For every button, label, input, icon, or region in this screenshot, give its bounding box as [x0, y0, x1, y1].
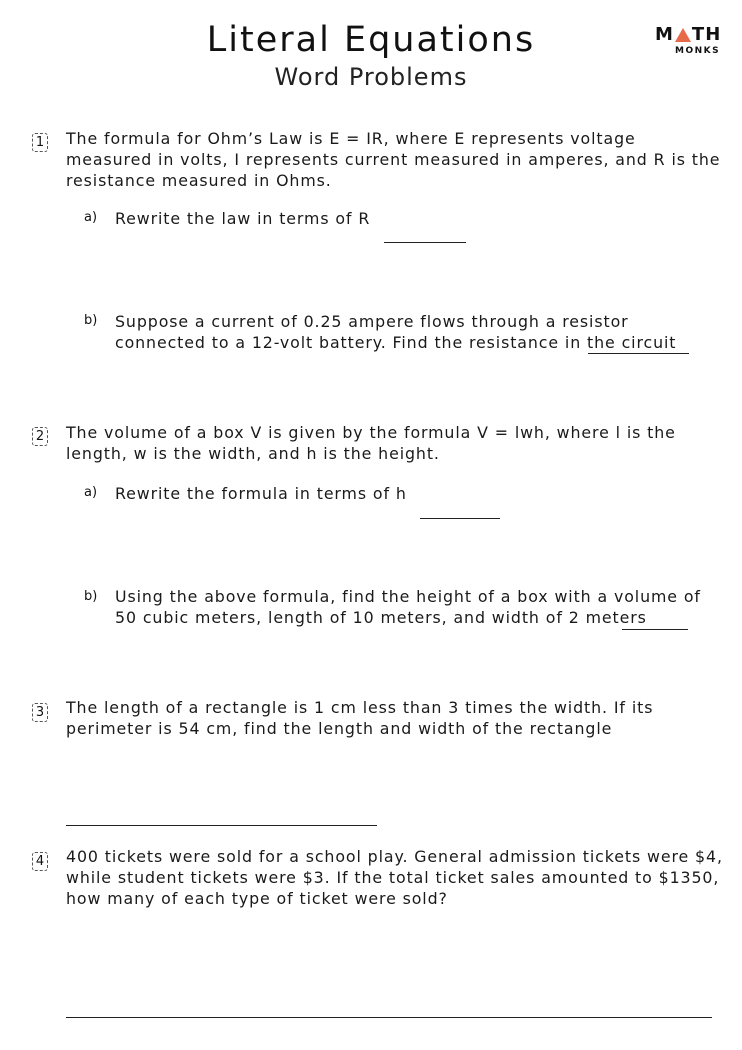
answer-line[interactable] — [622, 629, 688, 630]
answer-line[interactable] — [66, 825, 377, 826]
question-1-part-a-text: Rewrite the law in terms of R — [115, 209, 371, 228]
page-subtitle: Word Problems — [274, 63, 468, 91]
question-number-badge: 1 — [32, 133, 48, 152]
question-number-badge: 3 — [32, 703, 48, 722]
logo-text-th: TH — [691, 24, 722, 45]
question-3-text: The length of a rectangle is 1 cm less than 3 times the width. If its perimeter is 54 cm, find the length and width of the rectangle — [66, 698, 654, 738]
question-2-part-a-text: Rewrite the formula in terms of h — [115, 484, 407, 503]
question-number-badge: 4 — [32, 852, 48, 871]
answer-line[interactable] — [384, 242, 466, 243]
logo-triangle-icon — [675, 28, 691, 42]
question-1-part-a-label: a) — [84, 210, 98, 225]
question-1-part-b-text: Suppose a current of 0.25 ampere flows through a resistor connected to a 12-volt battery. Find the resistance in the circuit — [115, 312, 677, 352]
question-1-text: The formula for Ohm’s Law is E = IR, where E represents voltage measured in volts, I represents current measured in amperes, and R is the resistance measured in Ohms. — [66, 129, 721, 190]
answer-line[interactable] — [420, 518, 500, 519]
question-2-part-b-label: b) — [84, 589, 98, 604]
question-2-part-b-text: Using the above formula, find the height of a box with a volume of 50 cubic meters, length of 10 meters, and width of 2 meters — [115, 587, 701, 627]
question-2-text: The volume of a box V is given by the formula V = lwh, where l is the length, w is the width, and h is the height. — [66, 423, 676, 463]
question-2-part-a-label: a) — [84, 485, 98, 500]
answer-line[interactable] — [588, 353, 689, 354]
page-title: Literal Equations — [206, 20, 536, 60]
question-4-text: 400 tickets were sold for a school play. General admission tickets were $4, while student tickets were $3. If the total ticket sales amounted to $1350, how many of each type of ticket were sold? — [66, 847, 723, 908]
question-1-part-b-label: b) — [84, 313, 98, 328]
answer-line[interactable] — [66, 1017, 712, 1018]
logo-text-monks: MONKS — [675, 46, 721, 56]
logo-text-m: M — [655, 24, 674, 45]
question-number-badge: 2 — [32, 427, 48, 446]
math-monks-logo — [655, 24, 722, 56]
